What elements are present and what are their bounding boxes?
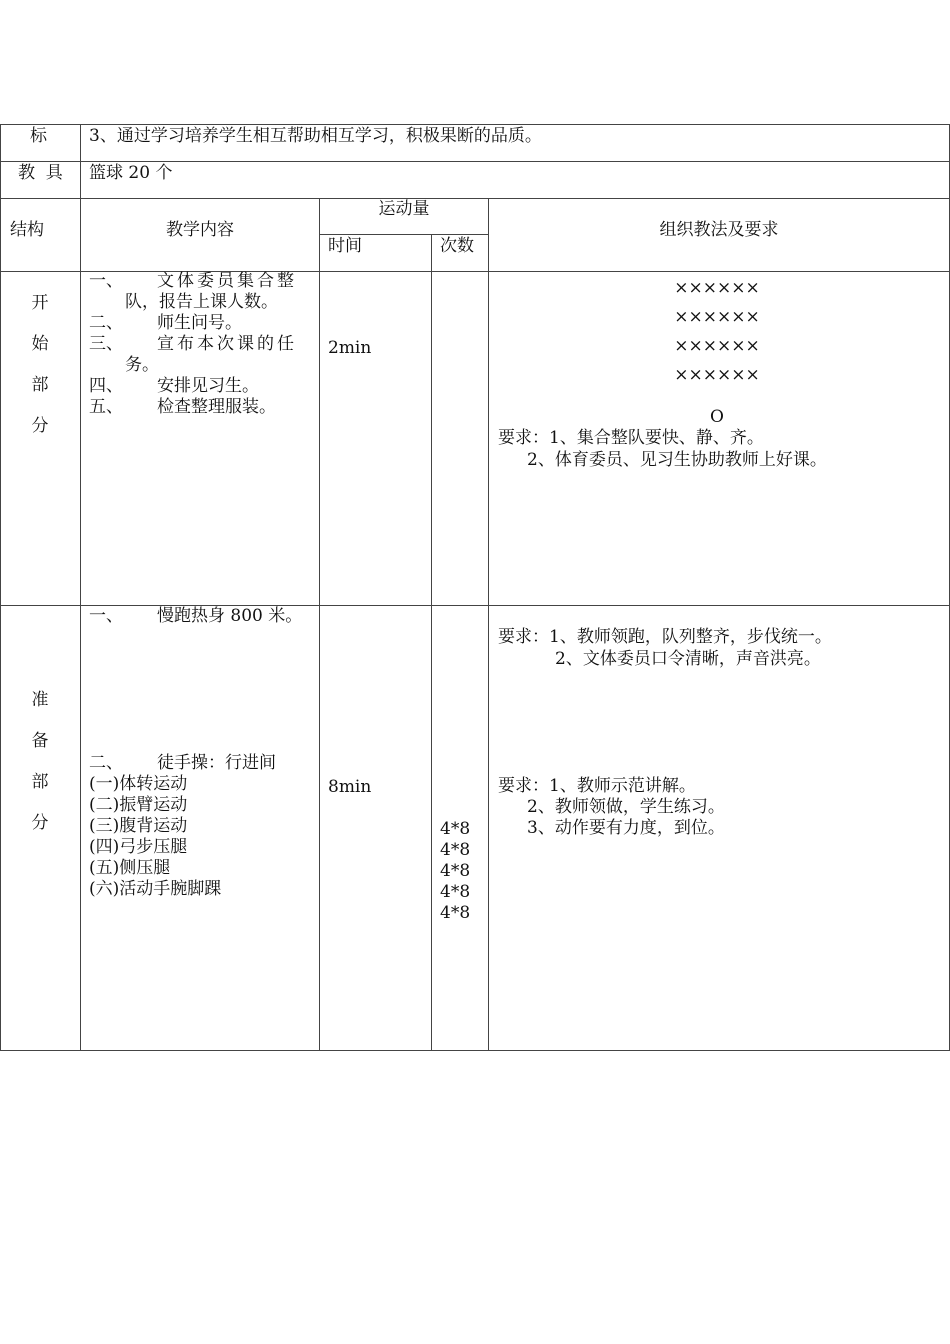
equipment-text: 篮球 20 个 xyxy=(89,163,173,183)
exercise-item: (六)活动手腕脚踝 xyxy=(89,879,222,899)
count-value: 4*8 xyxy=(440,840,471,860)
goal-label: 标 xyxy=(30,126,47,146)
item-number: 二、 xyxy=(89,753,123,773)
prep-requirement-b2: 2、教师领做，学生练习。 xyxy=(527,797,725,817)
item-text: 安排见习生。 xyxy=(157,376,259,396)
prep-requirement-b3: 3、动作要有力度，到位。 xyxy=(527,818,725,838)
formation-row: ×××××× xyxy=(674,278,760,298)
header-content: 教学内容 xyxy=(166,220,234,240)
list-item xyxy=(89,334,317,355)
item-continuation: 务。 xyxy=(125,355,159,375)
exercise-item: (一)体转运动 xyxy=(89,774,188,794)
list-item xyxy=(89,397,317,418)
prep-requirement-a1: 要求：1、教师领跑，队列整齐，步伐统一。 xyxy=(498,627,832,647)
list-item xyxy=(89,271,317,292)
item-number: 三、 xyxy=(89,334,123,354)
header-method: 组织教法及要求 xyxy=(659,220,779,240)
start-requirement-2: 2、体育委员、见习生协助教师上好课。 xyxy=(527,450,827,470)
teacher-mark: O xyxy=(710,407,724,427)
item-text: 徒手操：行进间 xyxy=(157,753,276,773)
prep-item-1 xyxy=(89,606,302,627)
item-continuation: 队，报告上课人数。 xyxy=(125,292,278,312)
item-text: 慢跑热身 800 米。 xyxy=(157,606,303,626)
equipment-label: 教 具 xyxy=(18,163,63,183)
exercise-item: (三)腹背运动 xyxy=(89,816,188,836)
item-number: 一、 xyxy=(89,271,123,291)
list-item xyxy=(89,753,276,774)
item-number: 四、 xyxy=(89,376,123,396)
list-item xyxy=(89,376,317,397)
count-value: 4*8 xyxy=(440,819,471,839)
item-text: 文体委员集合整 xyxy=(157,271,297,291)
count-value: 4*8 xyxy=(440,882,471,902)
prep-requirement-a2: 2、文体委员口令清晰，声音洪亮。 xyxy=(555,649,821,669)
prep-counts xyxy=(440,819,470,924)
count-value: 4*8 xyxy=(440,861,471,881)
section-name-char: 准 xyxy=(31,690,49,710)
item-text: 宣布本次课的任 xyxy=(157,334,297,354)
section-name-char: 始 xyxy=(31,334,49,354)
item-number: 五、 xyxy=(89,397,123,417)
exercise-item: (二)振臂运动 xyxy=(89,795,188,815)
section-prep-name xyxy=(20,680,60,844)
section-name-char: 分 xyxy=(31,416,49,436)
section-name-char: 部 xyxy=(31,375,49,395)
formation-row: ×××××× xyxy=(674,365,760,385)
formation-row: ×××××× xyxy=(674,336,760,356)
header-count: 次数 xyxy=(440,236,474,256)
prep-content-list xyxy=(89,753,276,900)
prep-requirement-b1: 要求：1、教师示范讲解。 xyxy=(498,776,696,796)
section-name-char: 部 xyxy=(31,772,49,792)
exercise-item: (四)弓步压腿 xyxy=(89,837,188,857)
formation-diagram xyxy=(489,274,950,390)
header-structure: 结构 xyxy=(10,220,44,240)
start-time: 2min xyxy=(328,338,372,358)
item-text: 师生问号。 xyxy=(157,313,242,333)
start-requirement-1: 要求：1、集合整队要快、静、齐。 xyxy=(498,428,764,448)
section-name-char: 开 xyxy=(31,293,49,313)
section-name-char: 备 xyxy=(31,731,49,751)
start-content-list xyxy=(89,271,317,418)
goal-text: 3、通过学习培养学生相互帮助相互学习，积极果断的品质。 xyxy=(89,126,542,146)
exercise-item: (五)侧压腿 xyxy=(89,858,171,878)
section-name-char: 分 xyxy=(31,813,49,833)
item-number: 二、 xyxy=(89,313,123,333)
header-time: 时间 xyxy=(328,236,362,256)
prep-time: 8min xyxy=(328,777,372,797)
formation-row: ×××××× xyxy=(674,307,760,327)
item-number: 一、 xyxy=(89,606,123,626)
section-start-name xyxy=(20,283,60,447)
list-item xyxy=(89,313,317,334)
item-text: 检查整理服装。 xyxy=(157,397,276,417)
count-value: 4*8 xyxy=(440,903,471,923)
header-load: 运动量 xyxy=(378,199,430,219)
